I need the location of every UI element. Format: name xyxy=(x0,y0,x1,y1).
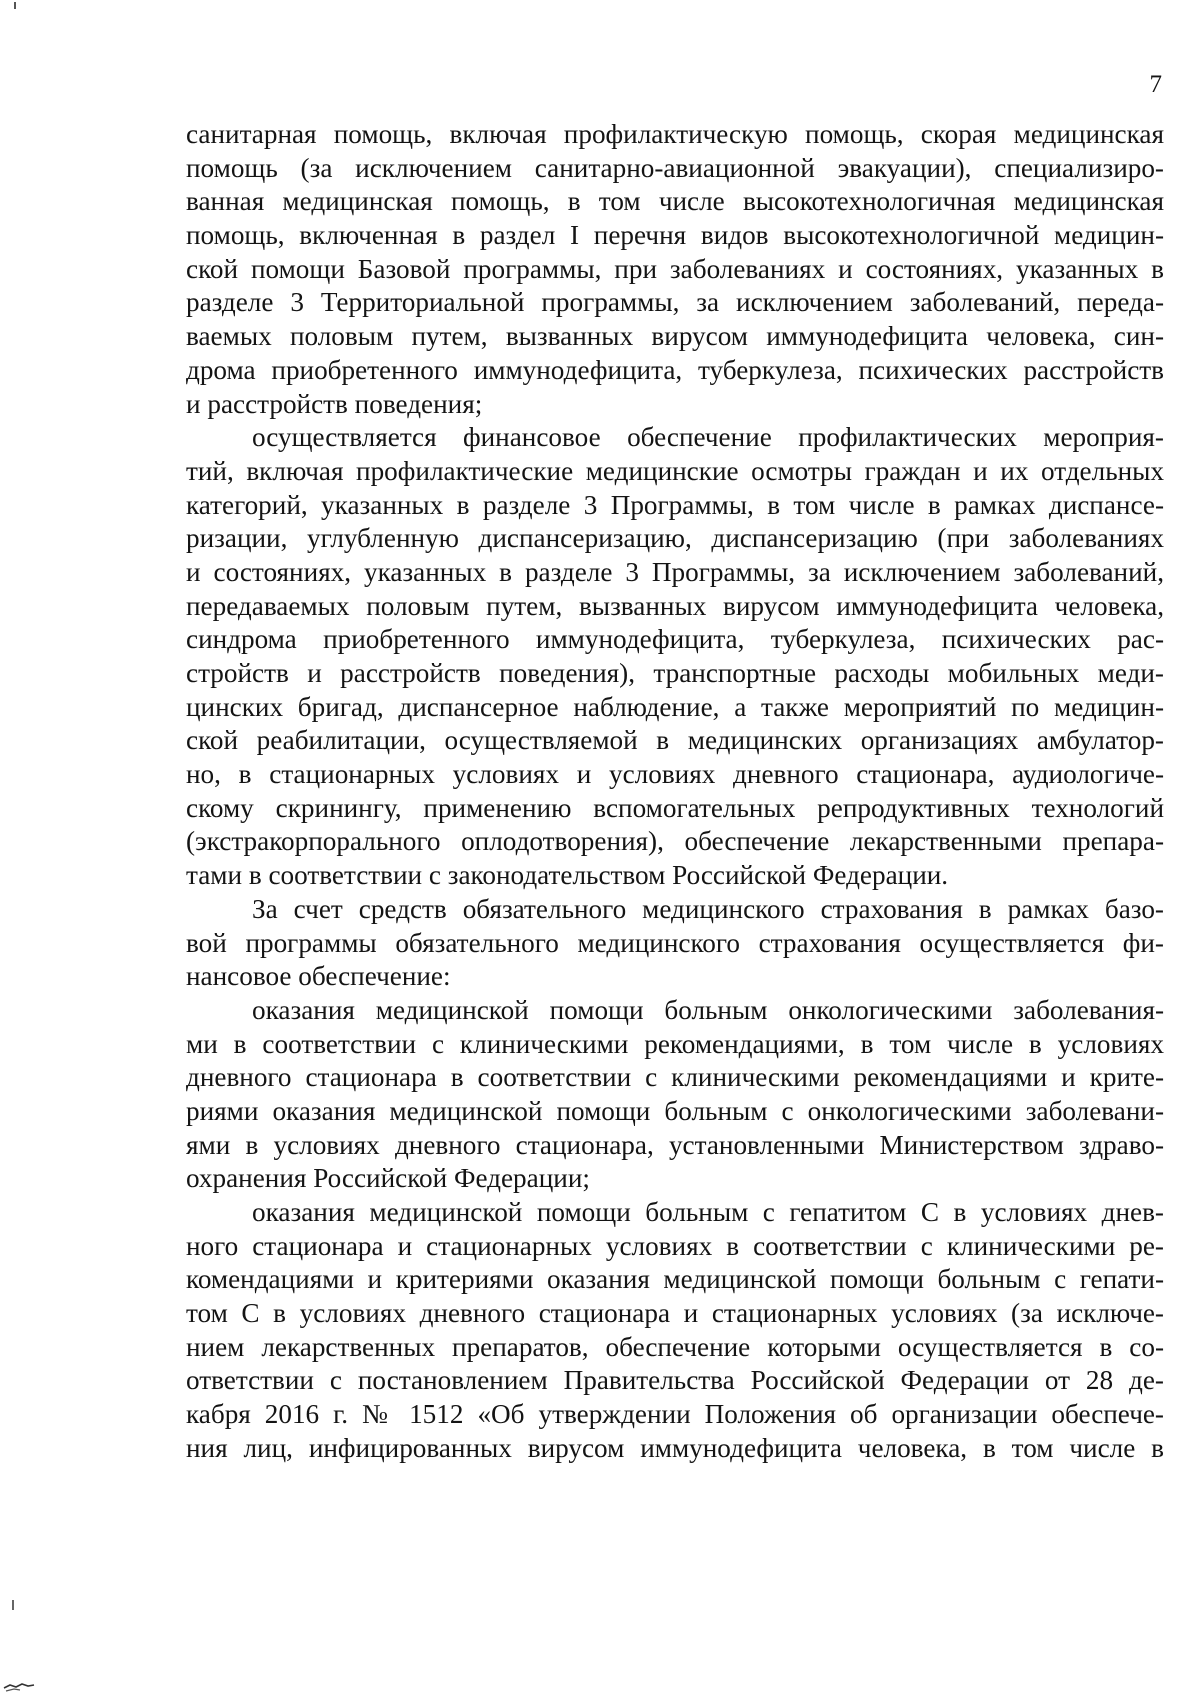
text-line: разделе 3 Территориальной программы, за исключением заболеваний, переда- xyxy=(186,287,1164,318)
text-line: тий, включая профилактические медицинские осмотры граждан и их отдельных xyxy=(186,455,1164,486)
text-line: охранения Российской Федерации; xyxy=(186,1163,590,1194)
text-line: осуществляется финансовое обеспечение профилактических мероприя- xyxy=(252,422,1164,453)
text-line: ванная медицинская помощь, в том числе высокотехнологичная медицинская xyxy=(186,186,1164,217)
text-line: скому скринингу, применению вспомогательных репродуктивных технологий xyxy=(186,792,1164,823)
text-line: ми в соответствии с клиническими рекомендациями, в том числе в условиях xyxy=(186,1028,1164,1059)
text-line: цинских бригад, диспансерное наблюдение, а также мероприятий по медицин- xyxy=(186,691,1164,722)
text-line: За счет средств обязательного медицинского страхования в рамках базо- xyxy=(252,893,1164,924)
text-line: передаваемых половым путем, вызванных вирусом иммунодефицита человека, xyxy=(186,590,1164,621)
text-line: помощь (за исключением санитарно-авиационной эвакуации), специализиро- xyxy=(186,152,1164,183)
text-line: стройств и расстройств поведения), транспортные расходы мобильных меди- xyxy=(186,658,1164,688)
scan-mark xyxy=(14,2,16,9)
text-line: том С в условиях дневного стационара и стационарных условиях (за исключе- xyxy=(186,1298,1164,1329)
text-line: ного стационара и стационарных условиях в соответствии с клиническими ре- xyxy=(186,1230,1164,1261)
text-line: категорий, указанных в разделе 3 Программы, в том числе в рамках диспансе- xyxy=(186,489,1164,520)
text-line: дрома приобретенного иммунодефицита, туберкулеза, психических расстройств xyxy=(186,354,1164,385)
text-line: ния лиц, инфицированных вирусом иммунодефицита человека, в том числе в xyxy=(186,1432,1164,1463)
text-line: (экстракорпорального оплодотворения), обеспечение лекарственными препара- xyxy=(186,826,1164,857)
text-line: нием лекарственных препаратов, обеспечение которыми осуществляется в со- xyxy=(186,1331,1164,1362)
text-line: синдрома приобретенного иммунодефицита, туберкулеза, психических рас- xyxy=(186,624,1164,655)
text-line: нансовое обеспечение: xyxy=(186,961,451,992)
body-text xyxy=(186,118,1164,1466)
text-line: ваемых половым путем, вызванных вирусом иммунодефицита человека, син- xyxy=(186,321,1164,352)
text-line: дневного стационара в соответствии с клиническими рекомендациями и крите- xyxy=(186,1062,1164,1093)
text-line: ответствии с постановлением Правительства Российской Федерации от 28 де- xyxy=(186,1365,1164,1396)
text-line: но, в стационарных условиях и условиях дневного стационара, аудиологиче- xyxy=(186,759,1164,790)
text-line: ями в условиях дневного стационара, установленными Министерством здраво- xyxy=(186,1129,1164,1160)
text-line: тами в соответствии с законодательством Российской Федерации. xyxy=(186,860,949,891)
text-line: ской помощи Базовой программы, при заболеваниях и состояниях, указанных в xyxy=(186,253,1164,284)
text-line: ской реабилитации, осуществляемой в медицинских организациях амбулатор- xyxy=(186,725,1164,756)
text-line: комендациями и критериями оказания медицинской помощи больным с гепати- xyxy=(186,1264,1164,1295)
text-line: риями оказания медицинской помощи больным с онкологическими заболевани- xyxy=(186,1095,1164,1126)
text-line: вой программы обязательного медицинского страхования осуществляется фи- xyxy=(186,927,1164,958)
text-line: санитарная помощь, включая профилактическую помощь, скорая медицинская xyxy=(186,119,1164,149)
text-line: кабря 2016 г. № 1512 «Об утверждении Положения об организации обеспече- xyxy=(186,1399,1164,1430)
text-line: и состояниях, указанных в разделе 3 Программы, за исключением заболеваний, xyxy=(186,556,1164,587)
scan-mark xyxy=(12,1600,14,1610)
text-line: ризации, углубленную диспансеризацию, диспансеризацию (при заболеваниях xyxy=(186,523,1164,554)
scan-smudge xyxy=(2,1682,36,1692)
text-line: помощь, включенная в раздел I перечня видов высокотехнологичной медицин- xyxy=(186,220,1164,251)
text-line: и расстройств поведения; xyxy=(186,388,483,419)
text-line: оказания медицинской помощи больным онкологическими заболевания- xyxy=(252,994,1164,1025)
page-number: 7 xyxy=(1149,71,1162,98)
text-line: оказания медицинской помощи больным с гепатитом С в условиях днев- xyxy=(252,1197,1164,1227)
